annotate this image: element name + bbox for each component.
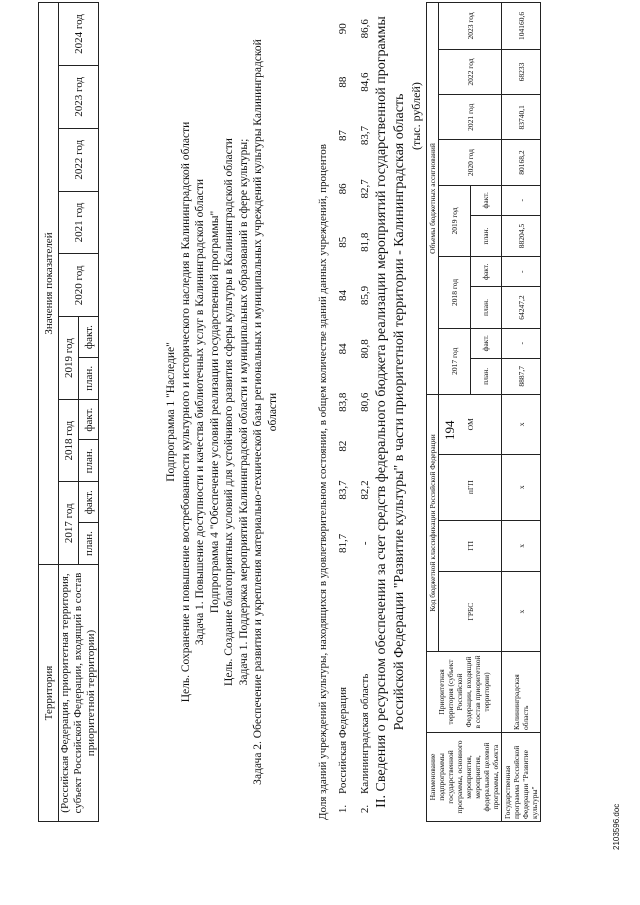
year-2022: 2022 год xyxy=(59,128,99,191)
fact-2018: факт. xyxy=(79,399,99,440)
cell-value: 68233 xyxy=(502,49,541,94)
cell-value: 83,7 xyxy=(337,480,349,500)
plan-2018: план. xyxy=(79,440,99,482)
share-label: Доля зданий учреждений культуры, находящихся в удовлетворительном состоянии, в общем количестве зданий данных учреждений, процентов xyxy=(317,144,329,820)
cell-value: 83,7 xyxy=(359,125,371,146)
year-2023: 2023 год xyxy=(59,65,99,128)
cell-value: 81,8 xyxy=(359,232,371,252)
cell-value: 88204,5 xyxy=(502,215,541,256)
year-2024: 2024 год xyxy=(59,3,99,66)
cell-value: х xyxy=(502,394,541,454)
program-name: Государственная программа Российской Федерации "Развитие культуры" xyxy=(502,733,541,822)
year-2020: 2020 год xyxy=(59,254,99,317)
budget-fact-2019: факт. xyxy=(470,185,502,215)
cell-value: 80,6 xyxy=(359,392,371,412)
section-line: Цель. Создание благоприятных условий для устойчивого развития сферы культуры в Калининградской области xyxy=(223,138,235,686)
cell-value: 83,8 xyxy=(337,392,349,412)
cell-value: 84 xyxy=(337,290,349,302)
units-label: (тыс. рублей) xyxy=(409,82,423,150)
fact-2019: факт. xyxy=(79,317,99,358)
cell-value: 84,6 xyxy=(359,72,371,92)
cell-value: 86,6 xyxy=(359,19,371,39)
cell-value: 82,2 xyxy=(359,480,371,500)
budget-year-2018: 2018 год xyxy=(439,257,471,328)
row-name: Калининградская область xyxy=(359,673,371,794)
year-2021: 2021 год xyxy=(59,191,99,254)
cell-value: 80168,2 xyxy=(502,140,541,185)
cell-value: 84 xyxy=(337,343,349,355)
budget-year-2022: 2022 год xyxy=(439,49,502,94)
cell-value: - xyxy=(502,185,541,215)
cell-value: х xyxy=(502,520,541,572)
code-grbs: ГРБС xyxy=(439,572,502,652)
budget-plan-2018: план. xyxy=(470,287,502,328)
section-line: Цель. Сохранение и повышение востребованности культурного и исторического наследия в Калининградской области xyxy=(179,121,192,703)
budget-table xyxy=(426,2,541,822)
cell-value: 64247,2 xyxy=(502,287,541,328)
budget-fact-2017: факт. xyxy=(470,328,502,358)
col-code-header: Код бюджетной классификации Российской Федерации xyxy=(427,394,439,651)
code-pgp: пГП xyxy=(439,454,502,520)
table-row xyxy=(502,3,541,822)
page-number: 194 xyxy=(442,420,457,440)
col-name-header: Наименование подпрограммы государственной программы, основного мероприятия, мероприятия, федеральной целевой программы, объекта xyxy=(427,733,502,822)
budget-year-2021: 2021 год xyxy=(439,95,502,140)
cell-value: 85,9 xyxy=(359,285,371,306)
year-2018: 2018 год xyxy=(59,399,79,482)
budget-fact-2018: факт. xyxy=(470,257,502,287)
cell-value: 80,8 xyxy=(359,339,371,359)
cell-value: 85 xyxy=(337,236,349,248)
row-name: Российская Федерация xyxy=(337,686,349,794)
fact-2017: факт. xyxy=(79,482,99,523)
values-header: Значения показателей xyxy=(39,3,59,565)
cell-value: 90 xyxy=(337,23,349,35)
cell-value: 81,7 xyxy=(337,533,349,553)
cell-value: - xyxy=(502,328,541,358)
territory-description: (Российская Федерация, приоритетная территория, субъект Российской Федерации, входящий в состав приоритетной территории) xyxy=(59,565,99,822)
col-volumes-header: Объемы бюджетных ассигнований xyxy=(427,3,439,395)
share-table xyxy=(314,2,376,822)
section-line: Подпрограмма 4 "Обеспечение условий реализации государственной программы" xyxy=(208,210,221,614)
cell-value: 104160,6 xyxy=(502,3,541,50)
row-number: 2. xyxy=(359,804,371,814)
plan-2019: план. xyxy=(79,357,99,399)
plan-2017: план. xyxy=(79,523,99,565)
cell-value: 82,7 xyxy=(359,179,371,199)
row-number: 1. xyxy=(337,804,349,814)
section-line: области xyxy=(266,392,279,432)
cell-value: - xyxy=(502,257,541,287)
cell-value: 87 xyxy=(337,130,349,141)
cell-value: 83740,1 xyxy=(502,95,541,140)
budget-year-2019: 2019 год xyxy=(439,185,471,256)
budget-year-2020: 2020 год xyxy=(439,140,502,185)
cell-value: 88 xyxy=(337,76,349,88)
year-2019: 2019 год xyxy=(59,317,79,400)
section-line: Задача 1. Повышение доступности и качества библиотечных услуг в Калининградской области xyxy=(194,178,206,646)
section-line: Задача 1. Поддержка мероприятий Калининградской области и муниципальных образований в сфере культуры; xyxy=(237,138,250,686)
document-id: 2103596.doc xyxy=(612,803,621,850)
col-territory-header: Приоритетная территория (субъект Российской Федерации, входящий в состав приоритетной территории) xyxy=(427,652,502,733)
indicators-table xyxy=(38,2,99,822)
year-2017: 2017 год xyxy=(59,482,79,565)
section-lines xyxy=(164,2,280,822)
program-territory: Калининградская область xyxy=(502,652,541,733)
budget-year-2023: 2023 год xyxy=(439,3,502,50)
cell-value: х xyxy=(502,572,541,652)
budget-year-2017: 2017 год xyxy=(439,328,471,394)
cell-value: - xyxy=(359,541,371,546)
cell-value: х xyxy=(502,454,541,520)
section-line: Задача 2. Обеспечение развития и укрепления материально-технической базы региональных и муниципальных учреждений культуры Калининградской xyxy=(252,39,264,785)
section2-title: II. Сведения о ресурсном обеспечении за счет средств федерального бюджета реализации мероприятий государственной программы Российской Федерации "Развитие культуры" в части приоритетной территории - Калининградская область xyxy=(374,16,407,808)
cell-value: 82 xyxy=(337,440,349,452)
territory-header: Территория xyxy=(39,565,59,822)
table-row xyxy=(332,2,354,822)
code-gp: ГП xyxy=(439,520,502,572)
cell-value: 86 xyxy=(337,183,349,195)
cell-value: 8887,7 xyxy=(502,358,541,394)
code-om: ОМ xyxy=(439,394,502,454)
budget-plan-2017: план. xyxy=(470,358,502,394)
budget-plan-2019: план. xyxy=(470,215,502,256)
section-line: Подпрограмма 1 "Наследие" xyxy=(165,342,177,482)
